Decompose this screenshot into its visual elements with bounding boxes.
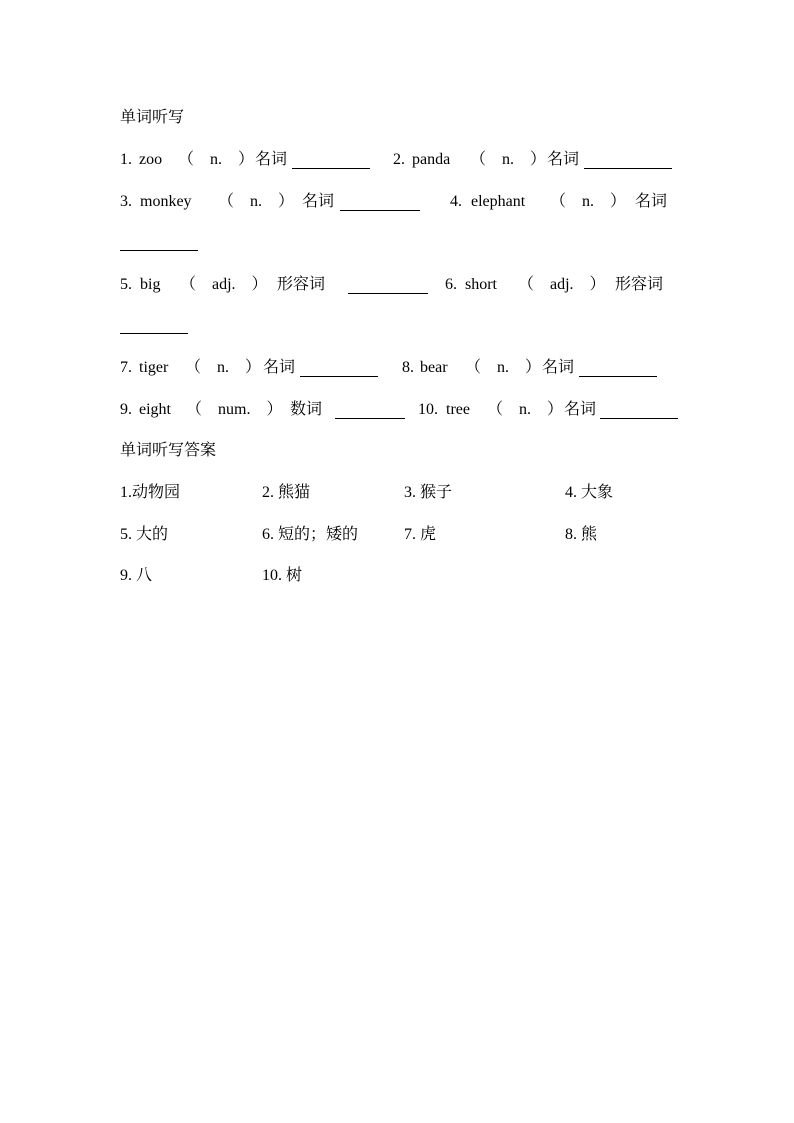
item-4-word: elephant — [471, 193, 526, 210]
dictation-title: 单词听写 — [120, 109, 185, 126]
item-10-num: 10. — [418, 401, 438, 418]
item-5-answer-blank[interactable] — [348, 293, 428, 294]
item-7-pos: （ n. ） — [185, 359, 262, 376]
answers-title: 单词听写答案 — [120, 442, 217, 459]
item-2-meaning: 名词 — [547, 151, 580, 168]
answer-5: 5. 大的 — [120, 526, 169, 543]
item-9-answer-blank[interactable] — [335, 418, 405, 419]
item-1-pos: （ n. ） — [178, 151, 255, 168]
item-10-pos: （ n. ） — [487, 401, 564, 418]
item-4-meaning: 名词 — [635, 193, 668, 210]
item-2-num: 2. — [393, 151, 405, 168]
item-6-pos: （ adj. ） — [518, 276, 606, 293]
item-6-meaning: 形容词 — [615, 276, 664, 293]
item-7-answer-blank[interactable] — [300, 376, 378, 377]
answer-3: 3. 猴子 — [404, 484, 453, 501]
item-1-word: zoo — [139, 151, 163, 168]
item-5-word: big — [140, 276, 161, 293]
item-3-answer-blank[interactable] — [340, 210, 420, 211]
item-5-pos: （ adj. ） — [180, 276, 268, 293]
item-4-num: 4. — [450, 193, 462, 210]
item-3-meaning: 名词 — [302, 193, 335, 210]
item-1-num: 1. — [120, 151, 132, 168]
answer-1: 1.动物园 — [120, 484, 181, 501]
answer-2: 2. 熊猫 — [262, 484, 311, 501]
item-1-meaning: 名词 — [255, 151, 288, 168]
answer-6: 6. 短的；矮的 — [262, 526, 359, 543]
item-9-meaning: 数词 — [290, 401, 323, 418]
item-7-meaning: 名词 — [263, 359, 296, 376]
item-10-answer-blank[interactable] — [600, 418, 678, 419]
item-3-word: monkey — [140, 193, 192, 210]
item-3-pos: （ n. ） — [218, 193, 295, 210]
item-7-num: 7. — [120, 359, 132, 376]
item-5-meaning: 形容词 — [277, 276, 326, 293]
answer-4: 4. 大象 — [565, 484, 614, 501]
item-2-pos: （ n. ） — [470, 151, 547, 168]
item-4-answer-blank[interactable] — [120, 250, 198, 251]
item-8-word: bear — [420, 359, 448, 376]
answer-10: 10. 树 — [262, 567, 303, 584]
item-8-pos: （ n. ） — [465, 359, 542, 376]
item-10-meaning: 名词 — [564, 401, 597, 418]
item-2-word: panda — [412, 151, 451, 168]
item-6-num: 6. — [445, 276, 457, 293]
item-9-num: 9. — [120, 401, 132, 418]
item-9-pos: （ num. ） — [186, 401, 283, 418]
item-6-word: short — [465, 276, 497, 293]
item-10-word: tree — [446, 401, 470, 418]
answer-7: 7. 虎 — [404, 526, 437, 543]
item-5-num: 5. — [120, 276, 132, 293]
item-3-num: 3. — [120, 193, 132, 210]
item-4-pos: （ n. ） — [550, 193, 627, 210]
item-1-answer-blank[interactable] — [292, 168, 370, 169]
item-8-answer-blank[interactable] — [579, 376, 657, 377]
item-9-word: eight — [139, 401, 171, 418]
item-6-answer-blank[interactable] — [120, 333, 188, 334]
item-2-answer-blank[interactable] — [584, 168, 672, 169]
answer-9: 9. 八 — [120, 567, 153, 584]
item-8-num: 8. — [402, 359, 414, 376]
answer-8: 8. 熊 — [565, 526, 598, 543]
item-8-meaning: 名词 — [542, 359, 575, 376]
item-7-word: tiger — [139, 359, 169, 376]
